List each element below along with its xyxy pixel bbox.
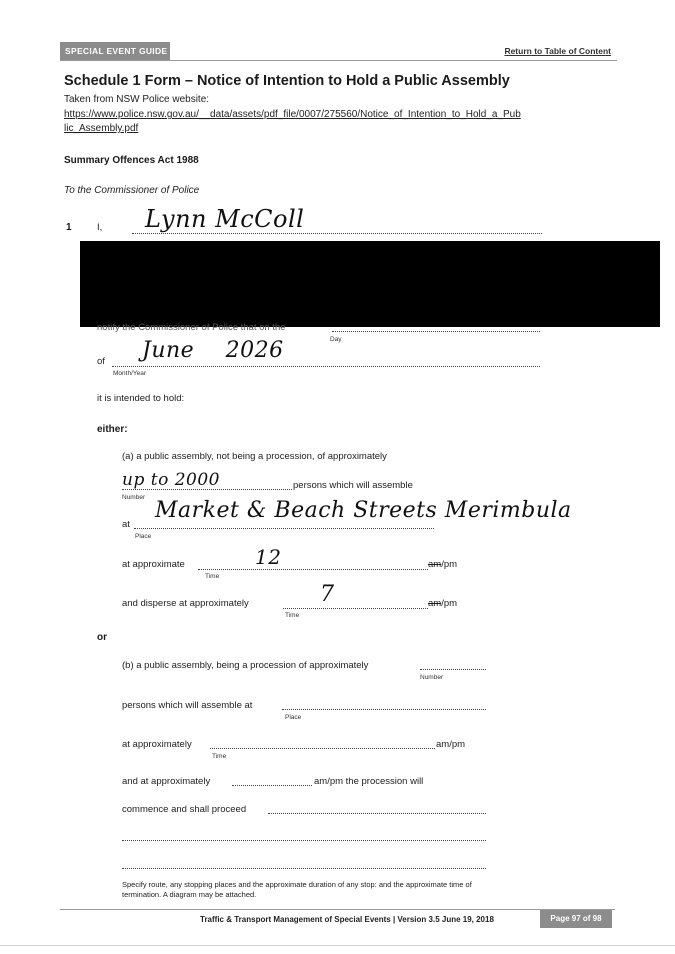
at-label: at — [122, 519, 130, 530]
b-time2-field-line[interactable] — [232, 785, 312, 786]
form-title: Schedule 1 Form – Notice of Intention to Hold a Public Assembly — [64, 73, 510, 89]
act-heading: Summary Offences Act 1988 — [64, 155, 199, 166]
b-time-field-line[interactable] — [210, 748, 435, 749]
b-at-approximately: at approximately — [122, 739, 192, 750]
b-time-caption: Time — [212, 753, 227, 760]
return-to-toc-link[interactable]: Return to Table of Content — [504, 46, 611, 56]
name-value[interactable]: Lynn McColl — [145, 205, 305, 233]
header-divider — [60, 60, 617, 61]
option-b-text: (b) a public assembly, being a procession of approximately — [122, 660, 369, 671]
at-approximate-label: at approximate — [122, 559, 185, 570]
of-label: of — [97, 356, 105, 367]
a-time-field-line — [198, 569, 428, 570]
time-caption: Time — [205, 573, 220, 580]
option-a-text: (a) a public assembly, not being a procession, of approximately — [122, 451, 387, 462]
either-label: either: — [97, 424, 128, 435]
b-ampm: am/pm — [436, 739, 466, 750]
month-year-field-line — [112, 366, 540, 367]
footer-text: Traffic & Transport Management of Special Events | Version 3.5 June 19, 2018 — [200, 915, 494, 924]
notify-line: notify the Commissioner of Police that on the — [97, 322, 286, 333]
item-number: 1 — [66, 222, 72, 233]
disperse-label: and disperse at approximately — [122, 598, 249, 609]
pm-label: /pm — [441, 559, 458, 570]
b-and-at: and at approximately — [122, 776, 211, 787]
b-number-field-line[interactable] — [420, 669, 486, 670]
disperse-field-line — [283, 608, 428, 609]
day-caption: Day — [330, 336, 342, 343]
b-persons-at: persons which will assemble at — [122, 700, 253, 711]
page-number-badge: Page 97 of 98 — [540, 910, 612, 928]
place-value[interactable]: Market & Beach Streets Merimbula — [155, 498, 572, 523]
pm-label-2: /pm — [441, 598, 458, 609]
specify-instructions: Specify route, any stopping places and the approximate duration of any stop: and the approximate time of termination. A diagram may be attached. — [122, 880, 472, 899]
b-place-caption: Place — [285, 714, 302, 721]
page-edge — [0, 945, 675, 946]
b-commence: commence and shall proceed — [122, 804, 247, 815]
intended-text: it is intended to hold: — [97, 393, 185, 404]
or-label: or — [97, 632, 107, 643]
addressee: To the Commissioner of Police — [64, 185, 200, 196]
place-caption: Place — [135, 533, 152, 540]
a-time-value[interactable]: 12 — [255, 545, 282, 569]
section-badge: SPECIAL EVENT GUIDE — [60, 42, 170, 60]
b-place-field-line[interactable] — [282, 709, 486, 710]
number-caption: Number — [122, 494, 146, 501]
am-struck: am — [428, 559, 442, 570]
am-struck-2: am — [428, 598, 442, 609]
b-procession: am/pm the procession will — [314, 776, 424, 787]
source-url-line-2[interactable]: lic_Assembly.pdf — [64, 123, 139, 134]
day-field-line — [332, 331, 540, 332]
a-number-value[interactable]: up to 2000 — [122, 470, 220, 490]
route-line-3[interactable] — [122, 868, 486, 869]
source-line: Taken from NSW Police website: — [64, 94, 210, 105]
source-url-line-1[interactable]: https://www.police.nsw.gov.au/__data/assets/pdf_file/0007/275560/Notice_of_Intention_to_Hold_a_Pub — [64, 109, 521, 120]
b-number-caption: Number — [420, 674, 444, 681]
place-field-line — [134, 528, 434, 529]
disperse-value[interactable]: 7 — [320, 582, 335, 607]
i-label: I, — [97, 222, 103, 233]
time-caption-2: Time — [285, 612, 300, 619]
route-line-1[interactable] — [268, 813, 486, 814]
footer-divider — [60, 909, 615, 910]
name-field-line — [132, 233, 542, 234]
month-year-value[interactable]: June 2026 — [142, 338, 284, 363]
route-line-2[interactable] — [122, 840, 486, 841]
a-persons-text: persons which will assemble — [293, 480, 413, 491]
month-year-caption: Month/Year — [113, 370, 147, 377]
redaction-block — [80, 241, 660, 327]
